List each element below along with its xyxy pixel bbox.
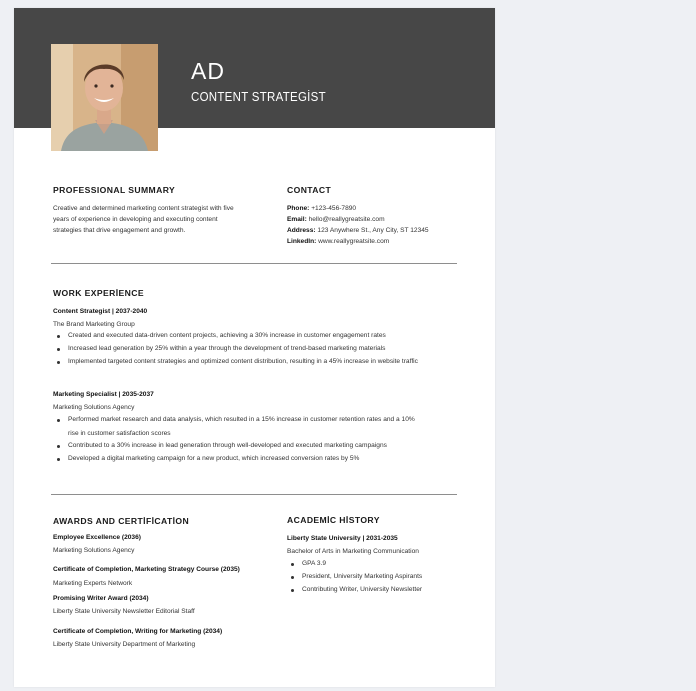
list-item: Contributed to a 30% increase in lead generation through well-developed and executed marketing campaigns (54, 440, 387, 453)
list-item: Developed a digital marketing campaign for a new product, which increased conversion rates by 5% (54, 453, 387, 466)
job-2-role: Marketing Specialist | 2035-2037 (53, 391, 154, 398)
phone-value: +123-456-7890 (311, 205, 357, 212)
list-item: GPA 3.9 (288, 558, 422, 571)
contact-phone: Phone: +123-456-7890 (287, 205, 357, 212)
section-divider (51, 263, 457, 264)
candidate-title: CONTENT STRATEGİST (191, 90, 326, 104)
list-item: Implemented targeted content strategies and optimized content distribution, resulting in a 45% increase in website traffic (54, 356, 418, 369)
list-item: Created and executed data-driven content projects, achieving a 30% increase in customer engagement rates (54, 330, 418, 343)
awards-heading: AWARDS AND CERTİFİCATİON (53, 516, 190, 526)
job-1-bullets (54, 330, 418, 368)
summary-line-1: Creative and determined marketing content strategist with five (53, 205, 234, 212)
award-2-title: Certificate of Completion, Marketing Strategy Course (2035) (53, 566, 240, 573)
award-3-title: Promising Writer Award (2034) (53, 595, 149, 602)
job-2-bullets (54, 414, 415, 427)
list-item: Contributing Writer, University Newsletter (288, 584, 422, 597)
job-2-company: Marketing Solutions Agency (53, 404, 135, 411)
job-1-company: The Brand Marketing Group (53, 321, 135, 328)
contact-email: Email: hello@reallygreatsite.com (287, 216, 385, 223)
job-2-bullet-continuation: rise in customer satisfaction scores (68, 430, 171, 437)
email-label: Email (287, 216, 305, 223)
resume-page (14, 8, 495, 687)
phone-label: Phone (287, 205, 308, 212)
contact-linkedin: LinkedIn: www.reallygreatsite.com (287, 238, 390, 245)
education-school: Liberty State University | 2031-2035 (287, 535, 398, 542)
profile-photo (51, 44, 158, 151)
address-value: 123 Anywhere St., Any City, ST 12345 (317, 227, 429, 234)
email-value: hello@reallygreatsite.com (308, 216, 385, 223)
linkedin-value: www.reallygreatsite.com (318, 238, 390, 245)
section-divider (51, 494, 457, 495)
award-1-org: Marketing Solutions Agency (53, 547, 135, 554)
education-degree: Bachelor of Arts in Marketing Communication (287, 548, 419, 555)
contact-heading: CONTACT (287, 185, 332, 195)
linkedin-label: LinkedIn (287, 238, 315, 245)
education-heading: ACADEMİC HİSTORY (287, 515, 380, 525)
list-item: President, University Marketing Aspirants (288, 571, 422, 584)
contact-address: Address: 123 Anywhere St., Any City, ST 12345 (287, 227, 429, 234)
summary-line-2: years of experience in developing and executing content (53, 216, 218, 223)
job-1-role: Content Strategist | 2037-2040 (53, 308, 148, 315)
award-4-org: Liberty State University Department of Marketing (53, 641, 196, 648)
candidate-name: AD (191, 58, 225, 84)
address-label: Address (287, 227, 314, 234)
award-2-org: Marketing Experts Network (53, 580, 133, 587)
award-4-title: Certificate of Completion, Writing for Marketing (2034) (53, 628, 223, 635)
award-1-title: Employee Excellence (2036) (53, 534, 141, 541)
summary-heading: PROFESSIONAL SUMMARY (53, 185, 176, 195)
job-2-bullets-more (54, 440, 387, 466)
award-3-org: Liberty State University Newsletter Editorial Staff (53, 608, 195, 615)
list-item: Increased lead generation by 25% within a year through the development of trend-based marketing materials (54, 343, 418, 356)
list-item: Performed market research and data analysis, which resulted in a 15% increase in customer retention rates and a 10% (54, 414, 415, 427)
experience-heading: WORK EXPERİENCE (53, 288, 144, 298)
education-bullets (288, 558, 422, 596)
summary-line-3: strategies that drive engagement and growth. (53, 227, 186, 234)
